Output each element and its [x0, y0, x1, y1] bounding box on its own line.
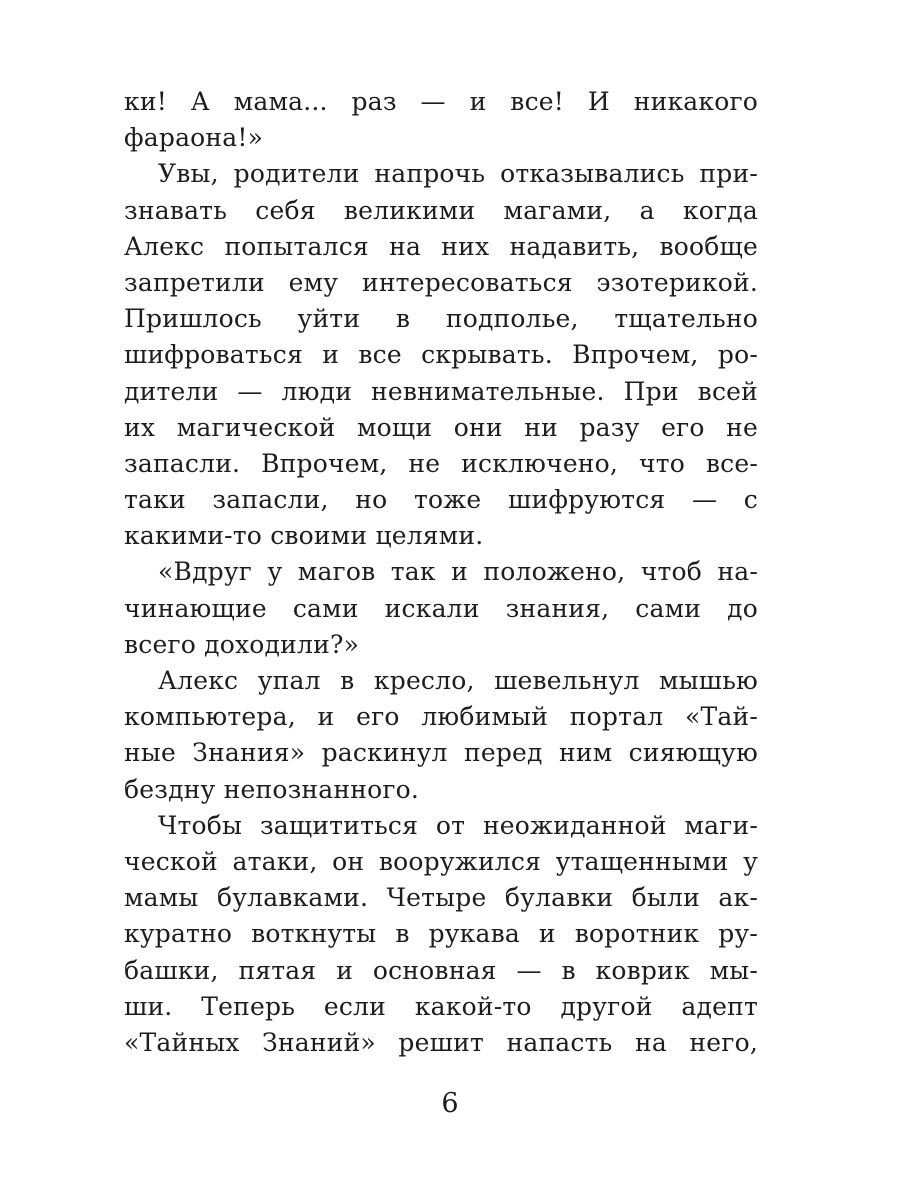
- text-line: «Вдруг у магов так и положено, чтоб на-: [158, 557, 758, 587]
- text-line: Алекс упал в кресло, шевельнул мышью: [158, 666, 758, 695]
- text-line: Чтобы защититься от неожиданной маги-: [158, 810, 758, 840]
- paragraph-2: [124, 156, 758, 554]
- text-line: дители — люди невнимательные. При всей: [124, 376, 758, 406]
- text-line: ки! А мама... раз — и все! И никакого: [124, 87, 758, 116]
- text-line: таки запасли, но тоже шифруются — с: [124, 485, 758, 515]
- text-line: всего доходили?»: [124, 629, 360, 659]
- text-line: башки, пятая и основная — в коврик мы-: [124, 955, 758, 985]
- paragraph-1: [124, 84, 758, 156]
- page-number: 6: [441, 1088, 459, 1119]
- text-line: компьютера, и его любимый портал «Тай-: [124, 702, 758, 732]
- text-line: их магической мощи они ни разу его не: [124, 412, 758, 442]
- text-line: ческой атаки, он вооружился утащенными у: [124, 846, 758, 876]
- text-line: запасли. Впрочем, не исключено, что все-: [124, 448, 758, 478]
- text-line: фараона!»: [124, 123, 264, 153]
- paragraph-5: [124, 808, 758, 1061]
- paragraph-3: [124, 554, 758, 663]
- text-line: Алекс попытался на них надавить, вообще: [124, 231, 758, 261]
- text-line: шифроваться и все скрывать. Впрочем, ро-: [124, 340, 758, 370]
- text-line: чинающие сами искали знания, сами до: [124, 593, 758, 623]
- text-line: какими-то своими целями.: [124, 521, 484, 551]
- text-line: куратно воткнуты в рукава и воротник ру-: [124, 919, 758, 949]
- paragraph-4: [124, 663, 758, 808]
- text-line: Пришлось уйти в подполье, тщательно: [124, 304, 758, 334]
- text-line: ши. Теперь если какой-то другой адепт: [124, 991, 758, 1021]
- text-line: знавать себя великими магами, а когда: [124, 195, 758, 225]
- text-line: запретили ему интересоваться эзотерикой.: [124, 267, 758, 297]
- text-line: бездну непознанного.: [124, 774, 420, 804]
- text-line: Увы, родители напрочь отказывались при-: [158, 159, 758, 189]
- text-line: «Тайных Знаний» решит напасть на него,: [124, 1027, 758, 1057]
- page-body: [124, 84, 758, 1061]
- text-line: мамы булавками. Четыре булавки были ак-: [124, 883, 758, 913]
- text-line: ные Знания» раскинул перед ним сияющую: [124, 738, 758, 768]
